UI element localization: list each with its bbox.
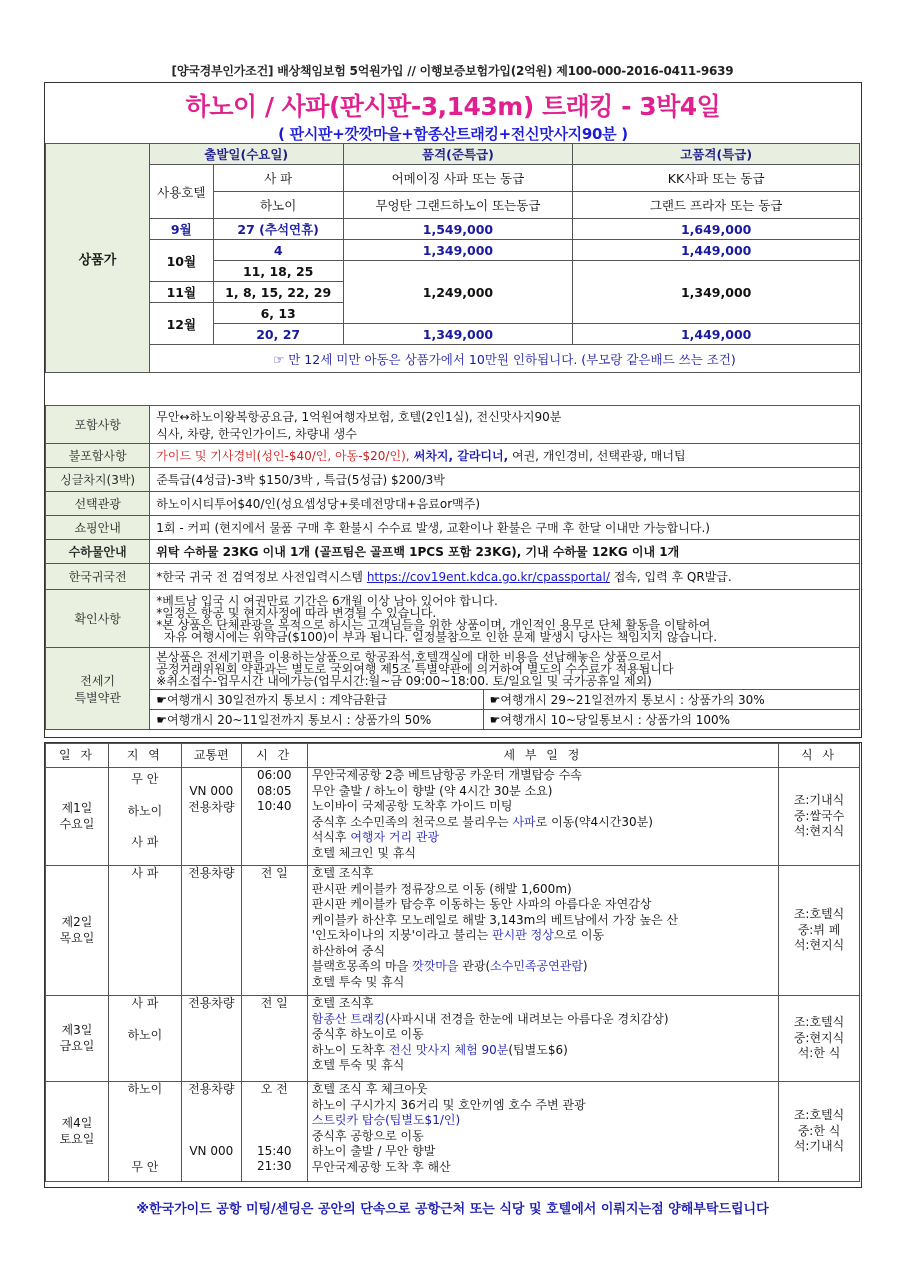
license-header: [양국경부인가조건] 배상책임보험 5억원가입 // 이행보증보험가입(2억원) 제100-000-2016-0411-9639	[171, 64, 734, 78]
confirm-line: 자유 여행시에는 위약금($100)이 부과 됩니다. 일정불참으로 인한 문제 발생시 당사는 책임지지 않습니다.	[156, 629, 718, 644]
col-standard: 품격(준특급)	[343, 144, 573, 165]
detail-line: 판시판 케이블카 정류장으로 이동 (해발 1,600m)	[311, 881, 572, 896]
detail-text: 하노이 도착후	[311, 1042, 389, 1057]
cancel-fee: ☛여행개시 10~당일통보시 : 상품가의 100%	[483, 710, 859, 730]
cancel-fee: ☛여행개시 20~11일전까지 통보시 : 상품가의 50%	[150, 710, 483, 730]
detail-highlight: 여행자 거리 관광	[350, 830, 440, 844]
day-weekday: 토요일	[59, 1131, 95, 1146]
itinerary-table	[45, 743, 860, 1182]
time-cell	[241, 996, 307, 1082]
price-premium: 1,349,000	[573, 261, 860, 324]
excluded-guide-fee: 가이드 및 기사경비(성인-$40/인, 아동-$20/인),	[156, 449, 410, 463]
time: 21:30	[256, 1159, 292, 1173]
detail-line: 호텔 투숙 및 휴식	[311, 1058, 405, 1072]
region: 무 안	[131, 1159, 159, 1174]
charter-text	[150, 648, 860, 690]
day-cell	[46, 1082, 109, 1182]
dates-cell: 6, 13	[213, 303, 343, 324]
detail-line: 하노이 구시가지 36거리 및 호안끼엠 호수 주변 관광	[311, 1097, 586, 1112]
day-number: 제2일	[61, 915, 93, 929]
transport: 전용차량	[188, 866, 235, 880]
transport: VN 000	[189, 1143, 234, 1158]
return-label: 한국귀국전	[46, 564, 150, 590]
detail-line	[312, 959, 774, 975]
detail-line	[312, 830, 774, 846]
region: 하노이	[127, 1027, 163, 1042]
region-cell	[108, 996, 181, 1082]
meal: 조:호텔식	[793, 1108, 845, 1123]
meal: 조:기내식	[793, 793, 845, 808]
time: 15:40	[256, 1143, 292, 1158]
shopping-text: 1회 - 커피 (현지에서 물품 구매 후 환불시 수수료 발생, 교환이나 환불은 구매 후 한달 이내만 가능합니다.)	[150, 516, 860, 540]
charter-label	[46, 648, 150, 730]
meal: 중:뷔 페	[797, 922, 841, 937]
detail-line: 무안국제공항 2층 베트남항공 카운터 개별탑승 수속	[311, 768, 582, 782]
transport: 전용차량	[188, 799, 235, 814]
info-table	[45, 405, 860, 730]
single-text: 준특급(4성급)-3박 $150/3박 , 특급(5성급) $200/3박	[150, 468, 860, 492]
confirm-text	[150, 590, 860, 648]
confirm-line: *본 상품은 단체관광을 목적으로 하시는 고객님들을 위한 상품이며, 개인적인 용무로 단체 활동을 이탈하여	[156, 617, 711, 632]
transport: VN 000	[189, 784, 234, 798]
detail-text: (팁별도$6)	[508, 1042, 568, 1057]
detail-line	[312, 1043, 774, 1059]
detail-text: 로 이동(약4시간30분)	[535, 814, 653, 829]
meal-cell	[779, 866, 860, 996]
detail-line: 하산하여 중식	[311, 943, 386, 958]
time-cell	[241, 866, 307, 996]
details-cell	[307, 1082, 778, 1182]
price-premium: 1,649,000	[573, 219, 860, 240]
day-cell	[46, 768, 109, 866]
confirm-label: 확인사항	[46, 590, 150, 648]
time: 06:00	[256, 768, 292, 782]
baggage-label: 수하물안내	[46, 540, 150, 564]
transport: 전용차량	[188, 996, 235, 1010]
excluded-surcharge: 써차지, 갈라디너,	[409, 449, 509, 463]
detail-text: (사파시내 전경을 한눈에 내려보는 아름다운 경치감상)	[385, 1011, 669, 1026]
meal: 석:한 식	[797, 1046, 841, 1061]
meal-cell	[779, 768, 860, 866]
price-standard: 1,549,000	[343, 219, 573, 240]
meal: 중:쌀국수	[793, 808, 845, 823]
region: 사 파	[131, 996, 159, 1010]
meal: 조:호텔식	[793, 907, 845, 922]
day-weekday: 금요일	[59, 1038, 95, 1053]
dates-cell: 20, 27	[213, 324, 343, 345]
detail-highlight: 깟깟마을	[412, 959, 459, 973]
shopping-label: 쇼핑안내	[46, 516, 150, 540]
price-standard: 1,349,000	[343, 240, 573, 261]
return-text	[150, 564, 860, 590]
detail-text: 중식후 소수민족의 천국으로 불리우는	[311, 814, 513, 829]
hotel-premium: 그랜드 프라자 또는 동급	[573, 192, 860, 219]
charter-line: 공정거래위원회 약관과는 별도로 국외여행 제5조 특별약관에 의거하여 별도의 수수료가 적용됩니다	[156, 661, 674, 676]
hotel-standard: 무엉탄 그랜드하노이 또는동급	[343, 192, 573, 219]
detail-highlight: 판시판 정상	[492, 928, 554, 942]
cancel-fee: ☛여행개시 29~21일전까지 통보시 : 상품가의 30%	[483, 690, 859, 710]
month-cell: 12월	[149, 303, 213, 345]
col-departure: 출발일(수요일)	[149, 144, 343, 165]
hotel-city: 사 파	[213, 165, 343, 192]
price-standard: 1,249,000	[343, 261, 573, 324]
transport-cell	[181, 768, 241, 866]
hotel-city: 하노이	[213, 192, 343, 219]
month-cell: 10월	[149, 240, 213, 282]
hotel-premium: KK사파 또는 동급	[573, 165, 860, 192]
dates-cell: 1, 8, 15, 22, 29	[213, 282, 343, 303]
charter-label-line: 특별약관	[74, 690, 121, 705]
time: 오 전	[260, 1082, 288, 1096]
meal: 석:기내식	[793, 1139, 845, 1154]
detail-line: 케이블카 하산후 모노레일로 해발 3,143m의 베트남에서 가장 높은 산	[311, 912, 679, 927]
detail-line	[312, 1012, 774, 1028]
optional-label: 선택관광	[46, 492, 150, 516]
region: 하노이	[127, 803, 163, 818]
detail-text: 관광(	[458, 959, 491, 973]
day-cell	[46, 996, 109, 1082]
included-line: 무안↔하노이왕복항공요금, 1억원여행자보험, 호텔(2인1실), 전신맛사지90분	[156, 409, 562, 424]
hotel-standard: 어메이징 사파 또는 동급	[343, 165, 573, 192]
time-cell	[241, 768, 307, 866]
col-time: 시 간	[241, 744, 307, 768]
col-transport: 교통편	[181, 744, 241, 768]
detail-text: '인도차이나의 지붕'이라고 불리는	[311, 928, 493, 942]
page-subtitle: ( 판시판+깟깟마을+함종산트래킹+전신맛사지90분 )	[278, 125, 628, 143]
title-dash: -	[612, 92, 640, 121]
price-premium: 1,449,000	[573, 324, 860, 345]
detail-line: 스트릿카 탑승(팁별도$1/인)	[311, 1113, 461, 1127]
cancel-fee: ☛여행개시 30일전까지 통보시 : 계약금환급	[150, 690, 483, 710]
region-cell	[108, 1082, 181, 1182]
title-main: 하노이 / 사파(판시판-3,143m) 트래킹	[185, 92, 613, 121]
price-table	[45, 143, 860, 373]
region: 사 파	[131, 835, 159, 849]
child-discount-note: ☞ 만 12세 미만 아동은 상품가에서 10만원 인하됩니다. (부모랑 같은배드 쓰는 조건)	[149, 345, 859, 373]
col-meal: 식 사	[779, 744, 860, 768]
quarantine-link[interactable]: https://cov19ent.kdca.go.kr/cpassportal/	[366, 570, 610, 584]
day-number: 제4일	[61, 1116, 93, 1130]
included-text	[150, 406, 860, 444]
charter-label-line: 전세기	[80, 673, 116, 688]
day-weekday: 목요일	[59, 930, 95, 945]
baggage-text: 위탁 수하물 23KG 이내 1개 (골프팀은 골프백 1PCS 포함 23KG), 기내 수하물 12KG 이내 1개	[150, 540, 860, 564]
detail-line: 무안국제공항 도착 후 해산	[311, 1159, 451, 1174]
return-post: 접속, 입력 후 QR발급.	[609, 570, 732, 584]
included-label: 포함사항	[46, 406, 150, 444]
month-cell: 11월	[149, 282, 213, 303]
detail-line: 판시판 케이블카 탑승후 이동하는 동안 사파의 아름다운 자연감상	[311, 897, 652, 911]
meal: 석:현지식	[793, 824, 845, 839]
transport: 전용차량	[188, 1082, 235, 1096]
transport-cell	[181, 1082, 241, 1182]
detail-line	[312, 815, 774, 831]
detail-line	[312, 928, 774, 944]
day-cell	[46, 866, 109, 996]
charter-line: ※취소접수-업무시간 내에가능(업무시간:월~금 09:00~18:00. 토/일요일 및 국가공휴일 제외)	[156, 673, 652, 688]
dates-cell: 27 (추석연휴)	[213, 219, 343, 240]
meal: 중:현지식	[793, 1030, 845, 1045]
page-title	[45, 87, 861, 123]
excluded-rest: 여권, 개인경비, 선택관광, 매너팁	[508, 449, 686, 463]
excluded-label: 불포함사항	[46, 444, 150, 468]
day-number: 제3일	[61, 1023, 93, 1037]
col-day: 일 자	[46, 744, 109, 768]
detail-text: )	[582, 959, 588, 973]
meal-cell	[779, 996, 860, 1082]
title-duration: 3박4일	[639, 92, 721, 121]
excluded-text	[150, 444, 860, 468]
detail-line: 호텔 체크인 및 휴식	[311, 845, 416, 860]
detail-highlight: 소수민족공연관람	[490, 959, 583, 973]
col-premium: 고품격(특급)	[573, 144, 860, 165]
time: 08:05	[256, 783, 292, 798]
detail-line: 하노이 출발 / 무안 향발	[311, 1144, 436, 1158]
detail-highlight: 사파	[512, 814, 536, 829]
price-label: 상품가	[46, 144, 150, 373]
time: 전 일	[260, 996, 288, 1010]
detail-line: 노이바이 국제공항 도착후 가이드 미팅	[311, 799, 513, 813]
day-weekday: 수요일	[59, 816, 95, 831]
optional-text: 하노이시티투어$40/인(성요셉성당+롯데전망대+음료or맥주)	[150, 492, 860, 516]
detail-line: 중식후 하노이로 이동	[311, 1027, 424, 1041]
time: 전 일	[260, 866, 288, 880]
included-line: 식사, 차량, 한국인가이드, 차량내 생수	[156, 426, 357, 441]
itinerary-frame	[44, 742, 862, 1188]
meal: 중:한 식	[797, 1123, 841, 1138]
footer-note: ※한국가이드 공항 미팅/센딩은 공안의 단속으로 공항근처 또는 식당 및 호텔에서 이뤄지는점 양해부탁드립니다	[136, 1202, 769, 1217]
meal: 조:호텔식	[793, 1015, 845, 1030]
meal: 석:현지식	[793, 938, 845, 953]
region: 하노이	[127, 1082, 163, 1096]
col-details: 세 부 일 정	[307, 744, 778, 768]
transport-cell	[181, 996, 241, 1082]
dates-cell: 4	[213, 240, 343, 261]
region: 사 파	[131, 866, 159, 880]
region-cell	[108, 866, 181, 996]
region-cell	[108, 768, 181, 866]
product-frame	[44, 82, 862, 738]
detail-text: 블랙흐몽족의 마을	[311, 959, 413, 973]
transport-cell	[181, 866, 241, 996]
detail-text: 석식후	[311, 830, 351, 844]
month-cell: 9월	[149, 219, 213, 240]
time-cell	[241, 1082, 307, 1182]
dates-cell: 11, 18, 25	[213, 261, 343, 282]
confirm-line: *일정은 항공 및 현지사정에 따라 변경될 수 있습니다.	[156, 605, 437, 620]
price-premium: 1,449,000	[573, 240, 860, 261]
detail-line: 호텔 조식후	[311, 996, 374, 1010]
details-cell	[307, 768, 778, 866]
meal-cell	[779, 1082, 860, 1182]
detail-line: 무안 출발 / 하노이 향발 (약 4시간 30분 소요)	[311, 783, 553, 798]
charter-line: 본상품은 전세기편을 이용하는상품으로 항공좌석,호텔객실에 대한 비용을 선납해놓은 상품으로서	[156, 649, 663, 664]
detail-line: 호텔 조식 후 체크아웃	[311, 1082, 428, 1096]
detail-line: 호텔 투숙 및 휴식	[311, 974, 405, 989]
detail-line: 중식후 공항으로 이동	[311, 1128, 424, 1143]
details-cell	[307, 996, 778, 1082]
hotel-label: 사용호텔	[149, 165, 213, 219]
single-label: 싱글차지(3박)	[46, 468, 150, 492]
detail-highlight: 전신 맛사지 체험 90분	[388, 1042, 509, 1057]
region: 무 안	[131, 772, 159, 786]
return-pre: *한국 귀국 전 검역정보 사전입력시스템	[156, 570, 367, 584]
detail-text: 으로 이동	[553, 928, 605, 942]
detail-line: 호텔 조식후	[311, 866, 374, 880]
price-standard: 1,349,000	[343, 324, 573, 345]
col-region: 지 역	[108, 744, 181, 768]
confirm-line: *베트남 입국 시 여권만료 기간은 6개월 이상 남아 있어야 합니다.	[156, 593, 498, 608]
detail-highlight: 함종산 트래킹	[311, 1011, 386, 1026]
time: 10:40	[256, 799, 292, 813]
day-number: 제1일	[61, 801, 93, 815]
details-cell	[307, 866, 778, 996]
